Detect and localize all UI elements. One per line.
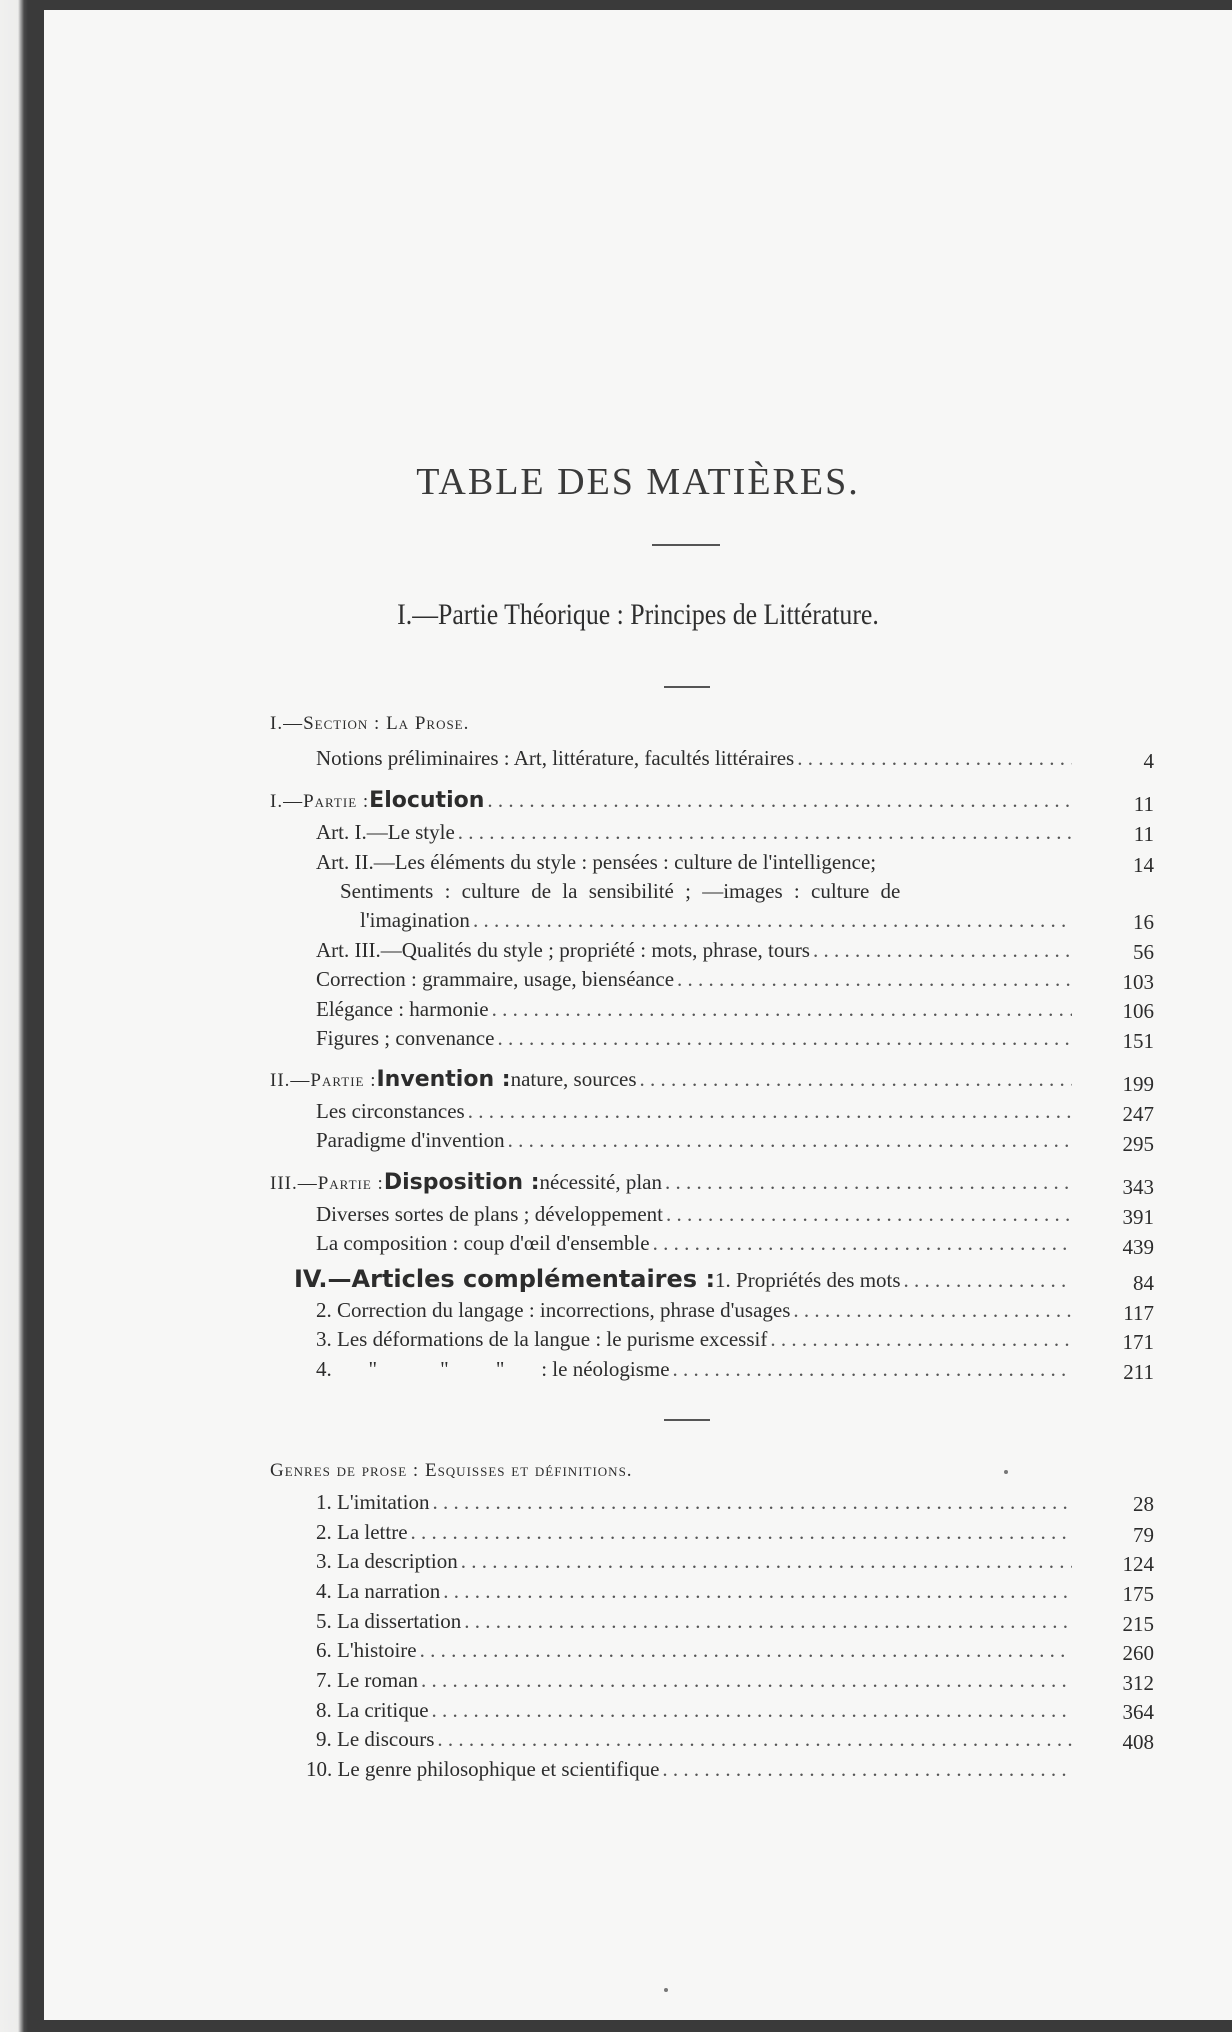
dot-leader [487,788,1072,813]
toc-entry-label: 2. Correction du langage : incorrections, phrase d'usages [316,1298,791,1322]
dot-leader [432,1698,1072,1723]
dot-leader [420,1638,1072,1663]
toc-entry [316,1128,1076,1153]
toc-entry-page: 56 [1133,940,1154,964]
partie-prefix: III.—Partie : [270,1173,384,1194]
section-heading-text: I.—Section : La Prose. [270,713,470,734]
stray-mark [1004,1470,1008,1474]
toc-entry [316,1327,1076,1352]
toc-entry [316,1202,1076,1227]
toc-entry-page: 151 [1122,1029,1154,1053]
toc-entry-label: l'imagination [360,908,470,932]
toc-entry-label: 4. " " " : le néologisme [316,1357,670,1381]
dot-leader [437,1727,1072,1752]
toc-entry [316,746,1076,771]
subtitle-rule [664,686,710,688]
dot-leader [432,1490,1072,1515]
toc-entry-label: Sentiments : culture de la sensibilité ; —images : culture de [340,879,901,903]
book-page [44,10,1232,2020]
partie-name: Elocution [369,788,485,813]
toc-entry-label: 3. Les déformations de la langue : le purisme excessif [316,1327,768,1351]
partie-heading [294,1265,1076,1293]
toc-entry [316,1579,1076,1604]
toc-entry [316,1638,1076,1663]
dot-leader [421,1668,1072,1693]
toc-entry [316,1026,1076,1051]
toc-entry-label: Les circonstances [316,1099,465,1123]
toc-entry-label: 3. La description [316,1549,458,1573]
section-heading [270,713,469,735]
toc-entry-page: 106 [1122,999,1154,1023]
toc-entry-page: 408 [1122,1730,1154,1754]
dot-leader [461,1549,1072,1574]
part-subtitle: I.—Partie Théorique : Principes de Littérature. [397,598,879,631]
toc-entry [316,1549,1076,1574]
toc-entry-page: 215 [1122,1612,1154,1636]
toc-entry-page: 11 [1133,792,1154,816]
partie-prefix: I.—Partie : [270,791,370,812]
toc-entry-page: 117 [1123,1301,1154,1325]
toc-entry-page: 439 [1122,1235,1154,1259]
toc-entry-page: 4 [1143,749,1154,773]
toc-entry [316,1357,1076,1382]
toc-entry-label: Correction : grammaire, usage, bienséance [316,967,675,991]
dot-leader [473,908,1072,933]
toc-entry-page: 124 [1122,1552,1154,1576]
toc-entry [316,967,1076,992]
dot-leader [653,1231,1072,1256]
toc-entry [316,1668,1076,1693]
toc-entry-page: 103 [1122,970,1154,994]
toc-entry-label: 7. Le roman [316,1668,419,1692]
toc-entry-label: Notions préliminaires : Art, littérature, facultés littéraires [316,746,795,770]
toc-entry-page: 391 [1122,1205,1154,1229]
toc-entry-page: 79 [1133,1523,1154,1547]
partie-name: Disposition : [383,1170,540,1195]
dot-leader [793,1298,1072,1323]
partie-suffix: nature, sources [510,1067,637,1091]
dot-leader [797,746,1072,771]
toc-entry-page: 11 [1133,822,1154,846]
title-rule [652,544,720,546]
page-title: TABLE DES MATIÈRES. [416,461,860,503]
dot-leader [662,1757,1072,1782]
toc-entry-label: 1. L'imitation [316,1490,430,1514]
dot-leader [666,1202,1072,1227]
toc-entry-label: 6. L'histoire [316,1638,417,1662]
dot-leader [640,1067,1072,1092]
toc-entry-page: 84 [1133,1271,1154,1295]
dot-leader [497,1026,1072,1051]
section-heading-text: Genres de prose : Esquisses et définitions. [270,1460,633,1481]
toc-entry-label: Elégance : harmonie [316,997,489,1021]
dot-leader [411,1520,1072,1545]
partie-name: Invention : [376,1067,511,1092]
toc-entry-page: 247 [1122,1102,1154,1126]
toc-entry-continued [340,879,1080,904]
dot-leader [673,1357,1072,1382]
toc-entry-page: 16 [1133,910,1154,934]
dot-leader [443,1579,1072,1604]
toc-entry-page: 175 [1122,1582,1154,1606]
toc-entry-page: 260 [1122,1641,1154,1665]
toc-entry-page: 211 [1123,1360,1154,1384]
partie-suffix: nécessité, plan [539,1170,662,1194]
toc-entry [316,1698,1076,1723]
toc-entry [316,1609,1076,1634]
dot-leader [508,1128,1072,1153]
dot-leader [458,820,1072,845]
toc-entry-page: 28 [1133,1492,1154,1516]
dot-leader [904,1268,1072,1293]
dot-leader [677,967,1072,992]
stray-mark [664,1988,668,1992]
toc-entry-label: 2. La lettre [316,1520,408,1544]
toc-entry-label: 8. La critique [316,1698,429,1722]
toc-entry [316,938,1076,963]
toc-entry-page: 199 [1122,1072,1154,1096]
toc-entry-page: 312 [1122,1671,1154,1695]
section-heading [270,1460,633,1482]
toc-entry-label: 9. Le discours [316,1727,435,1751]
section-rule [664,1419,710,1421]
toc-entry-page: 171 [1122,1330,1154,1354]
toc-entry-label: 10. Le genre philosophique et scientifique [306,1757,660,1781]
book-spine [0,0,28,2032]
toc-entry-label: La composition : coup d'œil d'ensemble [316,1231,650,1255]
toc-entry-label: Figures ; convenance [316,1026,495,1050]
dot-leader [492,997,1072,1022]
toc-entry [316,1727,1076,1752]
partie-heading [270,788,1076,813]
dot-leader [770,1327,1072,1352]
toc-entry [316,1099,1076,1124]
partie-heading [270,1067,1076,1092]
dot-leader [468,1099,1072,1124]
partie-heading [270,1170,1076,1195]
toc-entry-label: Art. III.—Qualités du style ; propriété : mots, phrase, tours [316,938,810,962]
toc-entry [316,997,1076,1022]
toc-entry [306,1757,1076,1782]
toc-entry-page: 364 [1122,1700,1154,1724]
dot-leader [665,1170,1072,1195]
toc-entry [316,1231,1076,1256]
toc-entry-page: 14 [1133,853,1154,877]
toc-entry-page: 295 [1122,1132,1154,1156]
toc-entry [316,1520,1076,1545]
partie-prefix: II.—Partie : [270,1070,377,1091]
toc-entry-label: Paradigme d'invention [316,1128,505,1152]
toc-entry-label: Art. II.—Les éléments du style : pensées : culture de l'intelligence; [316,850,877,874]
toc-entry [360,908,1076,933]
dot-leader [813,938,1072,963]
toc-entry [316,850,1076,875]
toc-entry-label: Art. I.—Le style [316,820,455,844]
toc-entry-page: 343 [1122,1175,1154,1199]
dot-leader [464,1609,1072,1634]
toc-entry-label: 5. La dissertation [316,1609,462,1633]
toc-entry [316,820,1076,845]
toc-entry-label: 4. La narration [316,1579,441,1603]
partie-suffix: 1. Propriétés des mots [715,1268,901,1292]
toc-entry [316,1298,1076,1323]
partie-prefix: IV.— [294,1265,352,1293]
toc-entry-label: Diverses sortes de plans ; développement [316,1202,663,1226]
partie-name: Articles complémentaires : [351,1265,716,1293]
toc-entry [316,1490,1076,1515]
